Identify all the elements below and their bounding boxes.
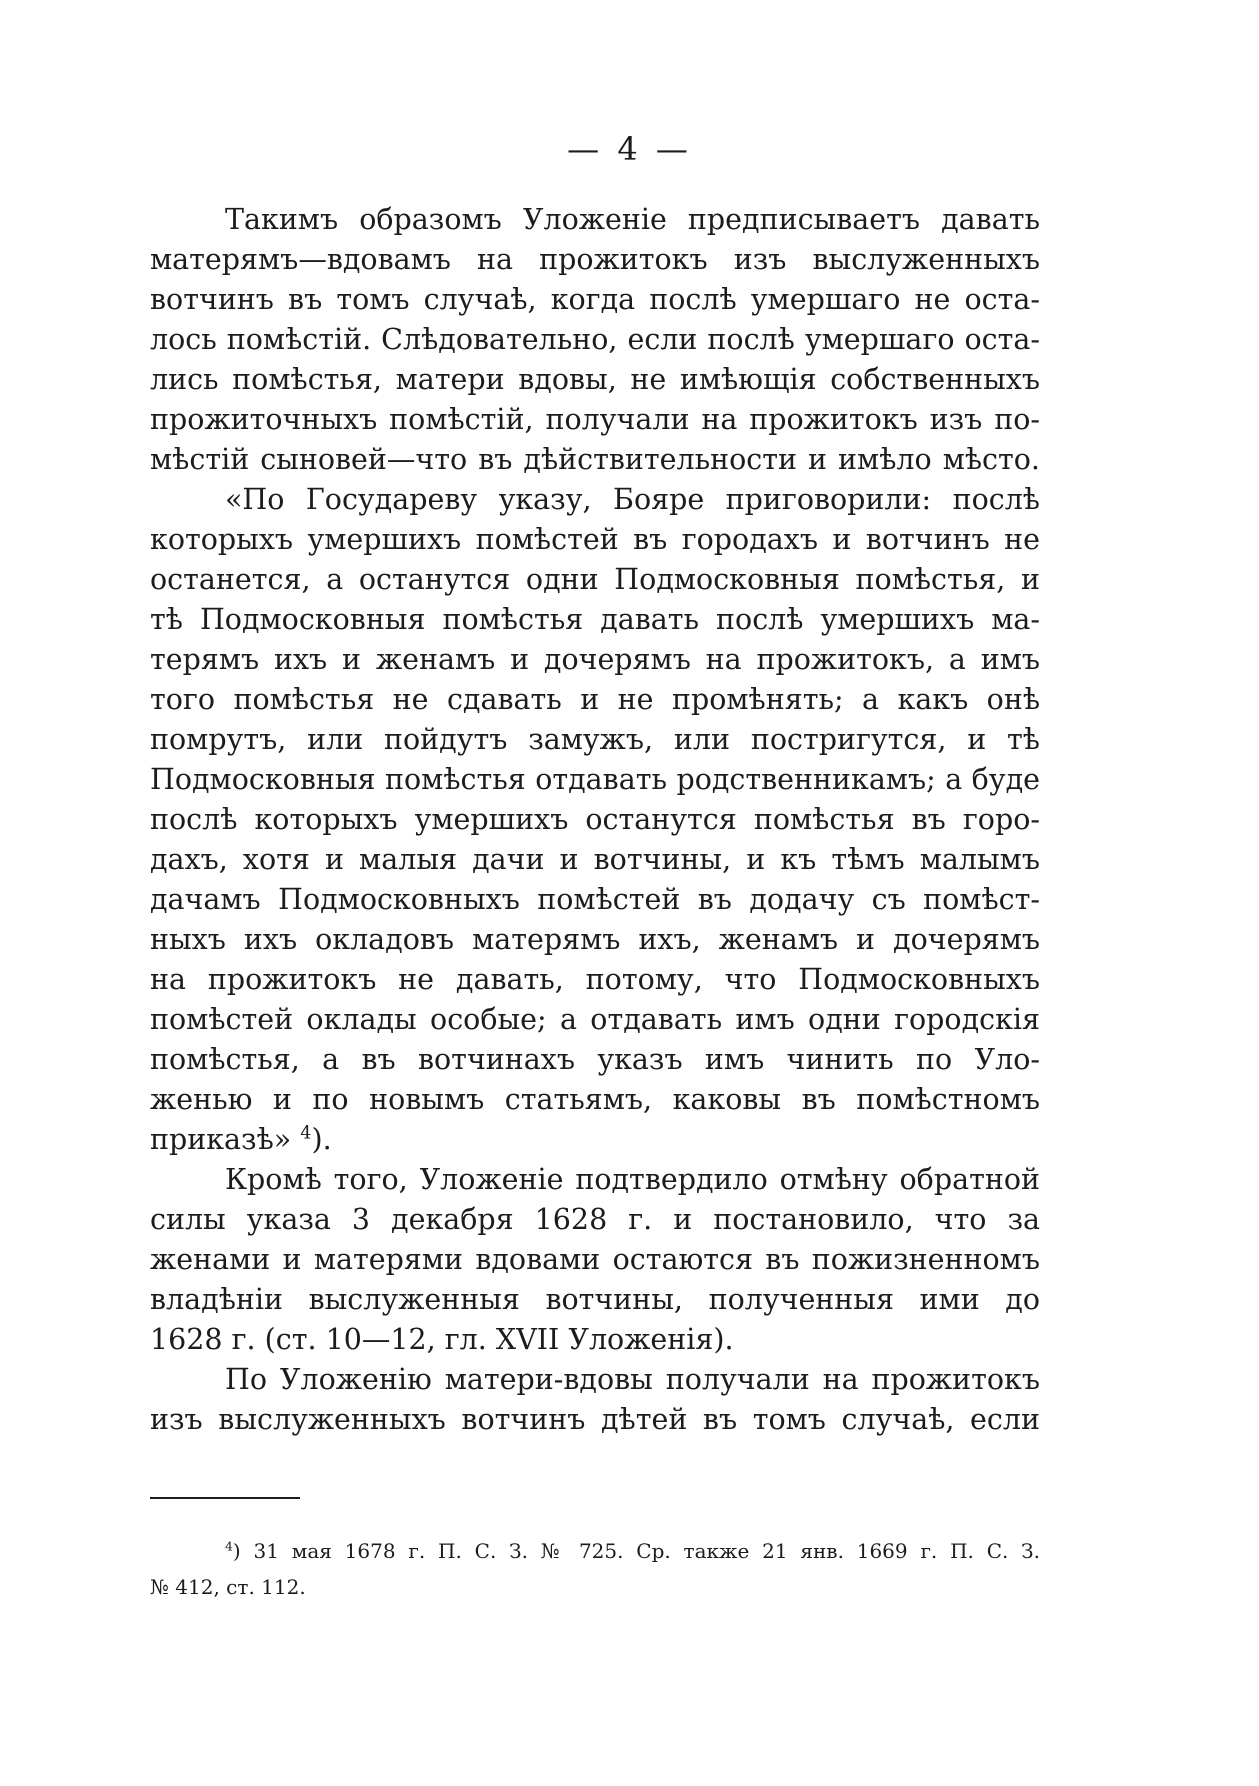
text-line: которыхъ умершихъ помѣстей въ городахъ и вотчинъ не [150, 523, 1040, 556]
text-line: женами и матерями вдовами остаются въ пожизненномъ [150, 1243, 1040, 1276]
text-line: ныхъ ихъ окладовъ матерямъ ихъ, женамъ и дочерямъ [150, 923, 1040, 956]
text-line: женью и по новымъ статьямъ, каковы въ помѣстномъ [150, 1083, 1040, 1116]
text-line: дахъ, хотя и малыя дачи и вотчины, и къ тѣмъ малымъ [150, 843, 1040, 876]
footnotes [150, 1533, 1040, 1605]
text-line: прожиточныхъ помѣстій, получали на прожитокъ изъ по- [150, 403, 1040, 436]
text-line: 1628 г. (ст. 10—12, гл. XVII Уложенія). [150, 1323, 734, 1356]
text-line: лось помѣстій. Слѣдовательно, если послѣ умершаго оста- [150, 323, 1040, 356]
text-line: «По Государеву указу, Бояре приговорили: послѣ [225, 483, 1040, 516]
text-line: останется, а останутся одни Подмосковныя помѣстья, и [150, 563, 1040, 596]
quotation-close: ). [311, 1123, 332, 1156]
text-line: тѣ Подмосковныя помѣстья давать послѣ умершихъ ма- [150, 603, 1040, 636]
text-line: владѣніи выслуженныя вотчины, полученныя ими до [150, 1283, 1040, 1316]
text-line: вотчинъ въ томъ случаѣ, когда послѣ умершаго не оста- [150, 283, 1040, 316]
paragraph-4 [150, 1360, 1040, 1440]
text-line: Кромѣ того, Уложеніе подтвердило отмѣну обратной [225, 1163, 1040, 1196]
text-line: помѣстья, а въ вотчинахъ указъ имъ чинить по Уло- [150, 1043, 1040, 1076]
paragraph-1 [150, 200, 1040, 480]
page-number: — 4 — [567, 130, 692, 168]
text-line: терямъ ихъ и женамъ и дочерямъ на прожитокъ, а имъ [150, 643, 1040, 676]
text-line: Такимъ образомъ Уложеніе предписываетъ давать [225, 203, 1040, 236]
text-line: силы указа 3 декабря 1628 г. и постановило, что за [150, 1203, 1040, 1236]
paragraph-2-quotation [150, 480, 1040, 1160]
footnote-ref: 4 [300, 1123, 312, 1144]
text-line: мѣстій сыновей—что въ дѣйствительности и имѣло мѣсто. [150, 443, 1040, 476]
text-line: матерямъ—вдовамъ на прожитокъ изъ выслуженныхъ [150, 243, 1040, 276]
quotation-end: приказѣ» [150, 1123, 292, 1156]
paragraph-3 [150, 1160, 1040, 1360]
footnote-text: ) 31 мая 1678 г. П. С. З. № 725. Ср. также 21 янв. 1669 г. П. С. З. [232, 1539, 1040, 1563]
text-line: помѣстей оклады особые; а отдавать имъ одни городскія [150, 1003, 1040, 1036]
text-line: Подмосковныя помѣстья отдавать родственникамъ; а буде [150, 763, 1040, 796]
footnote-marker: 4 [225, 1538, 233, 1554]
body-text [150, 200, 1040, 1440]
footnote-divider [150, 1497, 300, 1499]
text-line: на прожитокъ не давать, потому, что Подмосковныхъ [150, 963, 1040, 996]
text-line: помрутъ, или пойдутъ замужъ, или постригутся, и тѣ [150, 723, 1040, 756]
text-line: послѣ которыхъ умершихъ останутся помѣстья въ горо- [150, 803, 1040, 836]
text-line: По Уложенію матери-вдовы получали на прожитокъ [225, 1363, 1040, 1396]
text-line: того помѣстья не сдавать и не промѣнять; а какъ онѣ [150, 683, 1040, 716]
text-line: дачамъ Подмосковныхъ помѣстей въ додачу съ помѣст- [150, 883, 1040, 916]
text-line: изъ выслуженныхъ вотчинъ дѣтей въ томъ случаѣ, если [150, 1403, 1040, 1436]
text-line-with-footnote [150, 1120, 1040, 1160]
text-line: лись помѣстья, матери вдовы, не имѣющія собственныхъ [150, 363, 1040, 396]
footnote-line [150, 1533, 1040, 1569]
footnote-line: № 412, ст. 112. [150, 1575, 306, 1599]
